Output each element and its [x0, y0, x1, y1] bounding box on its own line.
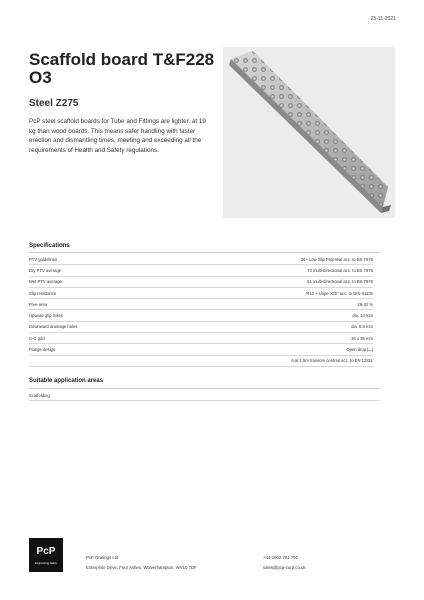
spec-row — [29, 254, 373, 265]
product-title: Scaffold board T&F228 O3 — [29, 50, 215, 87]
footer-address: Enterprise Drive, Four Ashes, Wolverhampton, WV10 7DF — [86, 565, 197, 570]
application-label: Scaffolding — [29, 392, 50, 398]
footer-phone: +44-1902 791 792 — [263, 555, 299, 560]
spec-row — [29, 322, 373, 333]
applications-divider — [29, 388, 380, 389]
spec-value: 51 multi-directional acc. to BS 7976 — [307, 279, 373, 285]
spec-label: PTV guidelines — [29, 256, 58, 262]
spec-row — [29, 277, 373, 288]
spec-row — [29, 333, 373, 344]
spec-row — [29, 356, 373, 367]
document-date: 25-11-2021 — [370, 16, 396, 22]
spec-value: dia. 8,5 mm — [351, 324, 373, 330]
spec-value: 36 x 36 mm — [351, 335, 373, 341]
spec-label: Downward drainage holes — [29, 324, 78, 330]
spec-value: 73 multi-directional acc. to BS 7976 — [307, 267, 373, 273]
applications-heading: Suitable application areas — [29, 378, 104, 384]
pcp-logo — [29, 538, 63, 572]
spec-label: Slip resistance — [29, 290, 57, 296]
spec-value: Open drop [⌴] — [346, 347, 373, 353]
spec-value: 28-32 % — [357, 301, 373, 307]
spec-value: dia. 14 mm — [352, 313, 373, 319]
product-description: PcP steel scaffold boards for Tube and Fittings are lighter, at 19 kg than wood boards. This means safer handling with faster erection and dismantling times, meeting and exceeding all the requirements of Health and Safety regulations. — [29, 118, 206, 154]
spec-value: 36+ Low Slip Potential acc. to BS 7976 — [300, 256, 373, 262]
specifications-divider — [29, 252, 380, 253]
logo-tagline: Engineering Safety — [35, 562, 57, 565]
spec-row — [29, 288, 373, 299]
scaffold-board-image — [223, 47, 395, 218]
spec-row — [29, 265, 373, 276]
logo-text: PcP — [36, 546, 56, 557]
spec-label: Wet PTV average — [29, 279, 62, 285]
spec-row — [29, 344, 373, 355]
spec-value: R13 + slope >35° acc. to DIN 51130 — [306, 290, 373, 296]
footer-company: PcP Gratings Ltd — [86, 555, 119, 560]
spec-label: C-C grid — [29, 335, 45, 341]
spec-value: 6 at 1,5m transom centres acc. to EN 12811 — [291, 358, 373, 364]
spec-label: Free area — [29, 301, 48, 307]
specifications-table — [29, 254, 373, 367]
spec-label: Upward grip holes — [29, 313, 63, 319]
spec-row — [29, 310, 373, 321]
spec-label: Flange design — [29, 347, 56, 353]
specifications-heading: Specifications — [29, 243, 70, 249]
footer-email: sales@pcp-corp.co.uk — [263, 565, 306, 570]
spec-row — [29, 299, 373, 310]
spec-label: Dry PTV average — [29, 267, 62, 273]
application-item — [29, 390, 380, 401]
product-subtitle: Steel Z275 — [29, 98, 79, 109]
